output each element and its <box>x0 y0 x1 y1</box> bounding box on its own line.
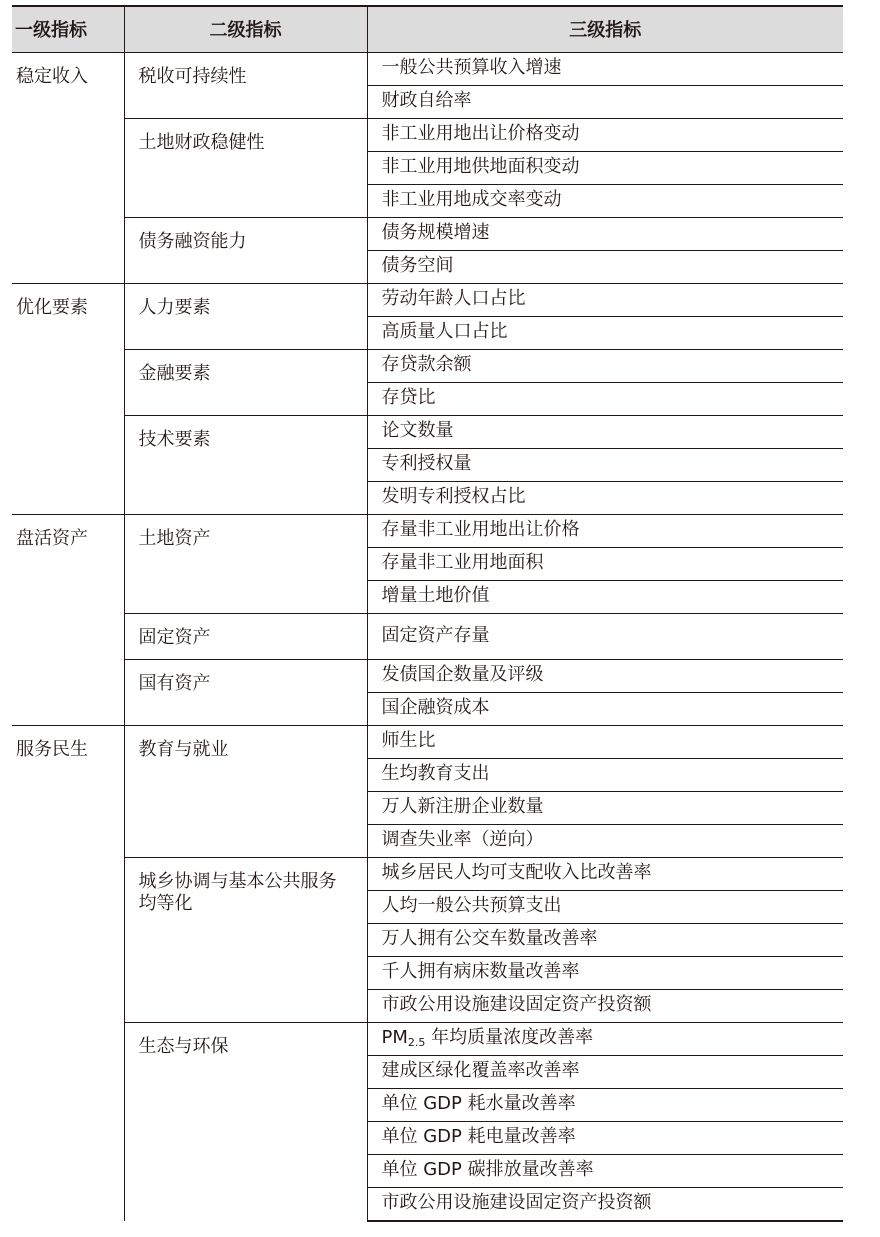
level2-indicator: 税收可持续性 <box>124 52 367 118</box>
level3-indicator: 单位 GDP 耗水量改善率 <box>367 1088 843 1121</box>
level3-indicator: 一般公共预算收入增速 <box>367 52 843 85</box>
level1-indicator: 服务民生 <box>12 725 124 1221</box>
table-row <box>12 283 843 316</box>
level3-indicator: 万人拥有公交车数量改善率 <box>367 923 843 956</box>
level2-indicator: 债务融资能力 <box>124 217 367 283</box>
level2-indicator: 金融要素 <box>124 349 367 415</box>
table-row <box>12 118 843 151</box>
level3-indicator: 人均一般公共预算支出 <box>367 890 843 923</box>
level3-indicator: 发明专利授权占比 <box>367 481 843 514</box>
level3-indicator: 论文数量 <box>367 415 843 448</box>
level3-indicator: 高质量人口占比 <box>367 316 843 349</box>
level3-indicator: 发债国企数量及评级 <box>367 659 843 692</box>
level2-indicator: 生态与环保 <box>124 1022 367 1221</box>
level3-indicator: 国企融资成本 <box>367 692 843 725</box>
level3-indicator: 建成区绿化覆盖率改善率 <box>367 1055 843 1088</box>
indicator-table <box>12 5 843 1222</box>
table-row <box>12 857 843 890</box>
level3-indicator: 存量非工业用地面积 <box>367 547 843 580</box>
table-row <box>12 217 843 250</box>
level3-indicator: 调查失业率（逆向） <box>367 824 843 857</box>
level2-indicator: 人力要素 <box>124 283 367 349</box>
level3-indicator: 单位 GDP 碳排放量改善率 <box>367 1154 843 1187</box>
header-row <box>12 6 843 52</box>
table-row <box>12 659 843 692</box>
level3-indicator: 非工业用地出让价格变动 <box>367 118 843 151</box>
level3-indicator: 市政公用设施建设固定资产投资额 <box>367 1187 843 1221</box>
level2-indicator: 城乡协调与基本公共服务 均等化 <box>124 857 367 1022</box>
level3-indicator: 万人新注册企业数量 <box>367 791 843 824</box>
level3-indicator: 固定资产存量 <box>367 613 843 659</box>
level2-indicator: 固定资产 <box>124 613 367 659</box>
header-level2: 二级指标 <box>124 6 367 52</box>
level3-indicator: 师生比 <box>367 725 843 758</box>
level2-indicator: 教育与就业 <box>124 725 367 857</box>
level2-indicator: 国有资产 <box>124 659 367 725</box>
table-row <box>12 725 843 758</box>
level2-indicator: 土地财政稳健性 <box>124 118 367 217</box>
level3-indicator: 专利授权量 <box>367 448 843 481</box>
level1-indicator: 盘活资产 <box>12 514 124 725</box>
level3-indicator: 增量土地价值 <box>367 580 843 613</box>
header-level3: 三级指标 <box>367 6 843 52</box>
table-row <box>12 1022 843 1055</box>
level3-indicator: 存贷比 <box>367 382 843 415</box>
level3-indicator: 非工业用地供地面积变动 <box>367 151 843 184</box>
level2-indicator: 技术要素 <box>124 415 367 514</box>
table-row <box>12 349 843 382</box>
table-row <box>12 613 843 659</box>
level3-indicator: 财政自给率 <box>367 85 843 118</box>
level3-indicator: 单位 GDP 耗电量改善率 <box>367 1121 843 1154</box>
level3-indicator: 债务空间 <box>367 250 843 283</box>
level3-indicator: 劳动年龄人口占比 <box>367 283 843 316</box>
level3-indicator: $PM_{2.5}$ 年均质量浓度改善率 <box>367 1022 843 1055</box>
table-body <box>12 52 843 1221</box>
level3-indicator: 债务规模增速 <box>367 217 843 250</box>
level3-indicator: 千人拥有病床数量改善率 <box>367 956 843 989</box>
table-row <box>12 415 843 448</box>
level1-indicator: 优化要素 <box>12 283 124 514</box>
level1-indicator: 稳定收入 <box>12 52 124 283</box>
level3-indicator: 非工业用地成交率变动 <box>367 184 843 217</box>
table-row <box>12 52 843 85</box>
level3-indicator: 城乡居民人均可支配收入比改善率 <box>367 857 843 890</box>
level3-indicator: 存贷款余额 <box>367 349 843 382</box>
level2-indicator: 土地资产 <box>124 514 367 613</box>
header-level1: 一级指标 <box>12 6 124 52</box>
level3-indicator: 生均教育支出 <box>367 758 843 791</box>
table-row <box>12 514 843 547</box>
level3-indicator: 市政公用设施建设固定资产投资额 <box>367 989 843 1022</box>
level3-indicator: 存量非工业用地出让价格 <box>367 514 843 547</box>
